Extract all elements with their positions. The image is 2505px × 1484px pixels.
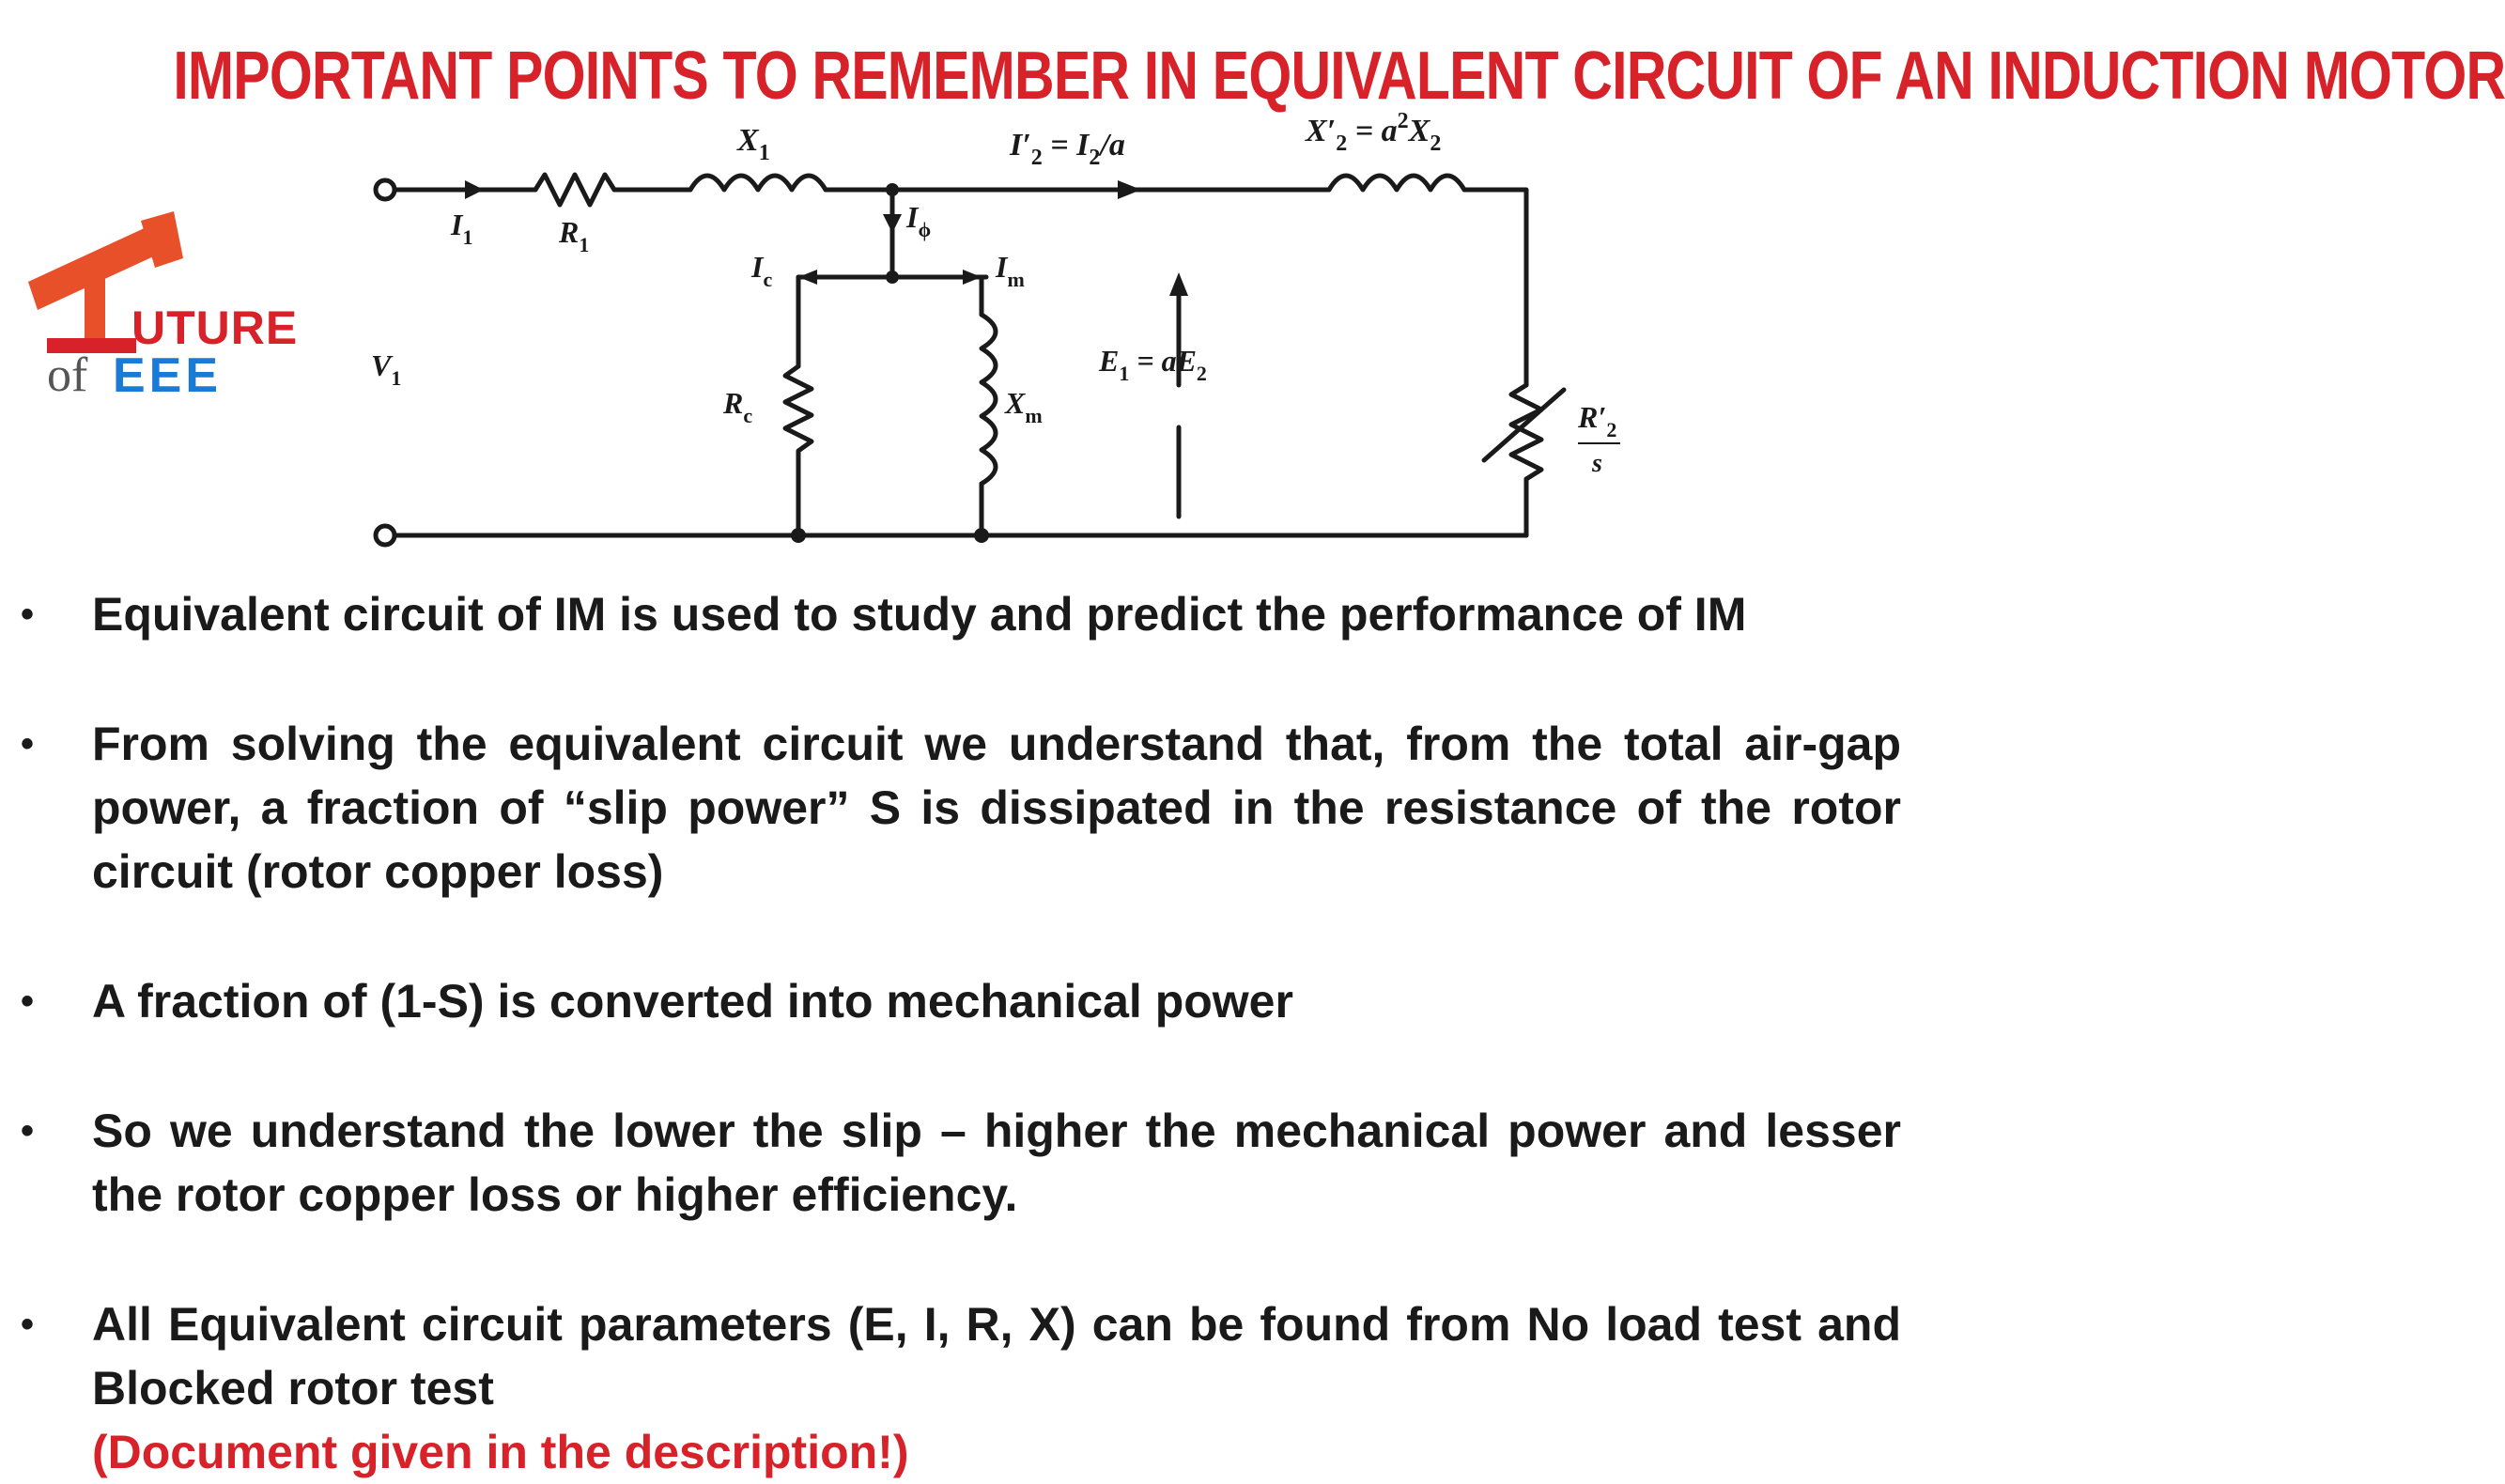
bullet-text: A fraction of (1-S) is converted into mechanical power [92, 975, 1293, 1028]
r1-resistor [535, 175, 614, 205]
label-i-phi: $I_\phi$ [906, 200, 932, 241]
x2-prime-inductor [1329, 176, 1464, 190]
bullet-text: So we understand the lower the slip – higher the mechanical power and lesser the rotor copper loss or higher efficiency. [92, 1105, 1901, 1221]
logo-future-text: UTURE [131, 301, 299, 354]
label-r1: $R_1$ [559, 215, 590, 256]
rc-resistor [785, 366, 812, 535]
label-im: $I_m$ [996, 250, 1025, 291]
label-ic: $I_c$ [751, 250, 773, 291]
bullet-item [0, 1099, 1924, 1227]
bullet-marker: • [21, 1304, 35, 1345]
bullet-marker: • [21, 1110, 35, 1152]
label-xm: $X_m$ [1005, 386, 1043, 427]
bullet-text: From solving the equivalent circuit we understand that, from the total air-gap power, a fraction of “slip power” S is dissipated in the resistance of the rotor circuit (rotor copper loss) [92, 718, 1901, 898]
logo-of-text: of [47, 348, 88, 402]
label-v1: $V_1$ [371, 348, 402, 390]
bullet-marker: • [21, 723, 35, 765]
label-i1: $I_1$ [451, 208, 473, 249]
input-terminal-bottom [376, 526, 394, 545]
label-e1-equals-ae2: $E_1 = aE_2$ [1099, 344, 1207, 385]
bullet-marker: • [21, 981, 35, 1022]
bullet-note: (Document given in the description!) [92, 1426, 909, 1478]
bullet-marker: • [21, 594, 35, 635]
label-rc: $R_c$ [723, 386, 753, 427]
label-x2-prime: $X'_2 = a^2X_2$ [1306, 109, 1442, 156]
x1-inductor [690, 176, 826, 190]
bullet-item [0, 582, 1924, 646]
label-r2-prime: $R'_2$ [1578, 400, 1617, 441]
label-x1: $X_1$ [737, 123, 770, 165]
xm-inductor [982, 315, 996, 484]
bullet-item [0, 969, 1924, 1033]
input-terminal-top [376, 180, 394, 199]
bullet-item [0, 712, 1924, 904]
logo-eee-text: EEE [113, 348, 223, 403]
wire-top-right [1464, 190, 1526, 385]
label-s: s [1592, 449, 1602, 478]
future-of-eee-logo [28, 216, 301, 404]
bullet-text: All Equivalent circuit parameters (E, I, R, X) can be found from No load test and Blocked rotor test [92, 1298, 1901, 1414]
label-i2-prime: $I'_2 = I_2/a$ [1010, 128, 1125, 170]
bullet-text: Equivalent circuit of IM is used to study and predict the performance of IM [92, 588, 1747, 641]
bullet-item [0, 1292, 1924, 1484]
equivalent-circuit-diagram [357, 103, 1662, 554]
key-points-list [0, 582, 1924, 1484]
slide-title: IMPORTANT POINTS TO REMEMBER IN EQUIVALENT CIRCUIT OF AN INDUCTION MOTOR [173, 39, 2505, 114]
